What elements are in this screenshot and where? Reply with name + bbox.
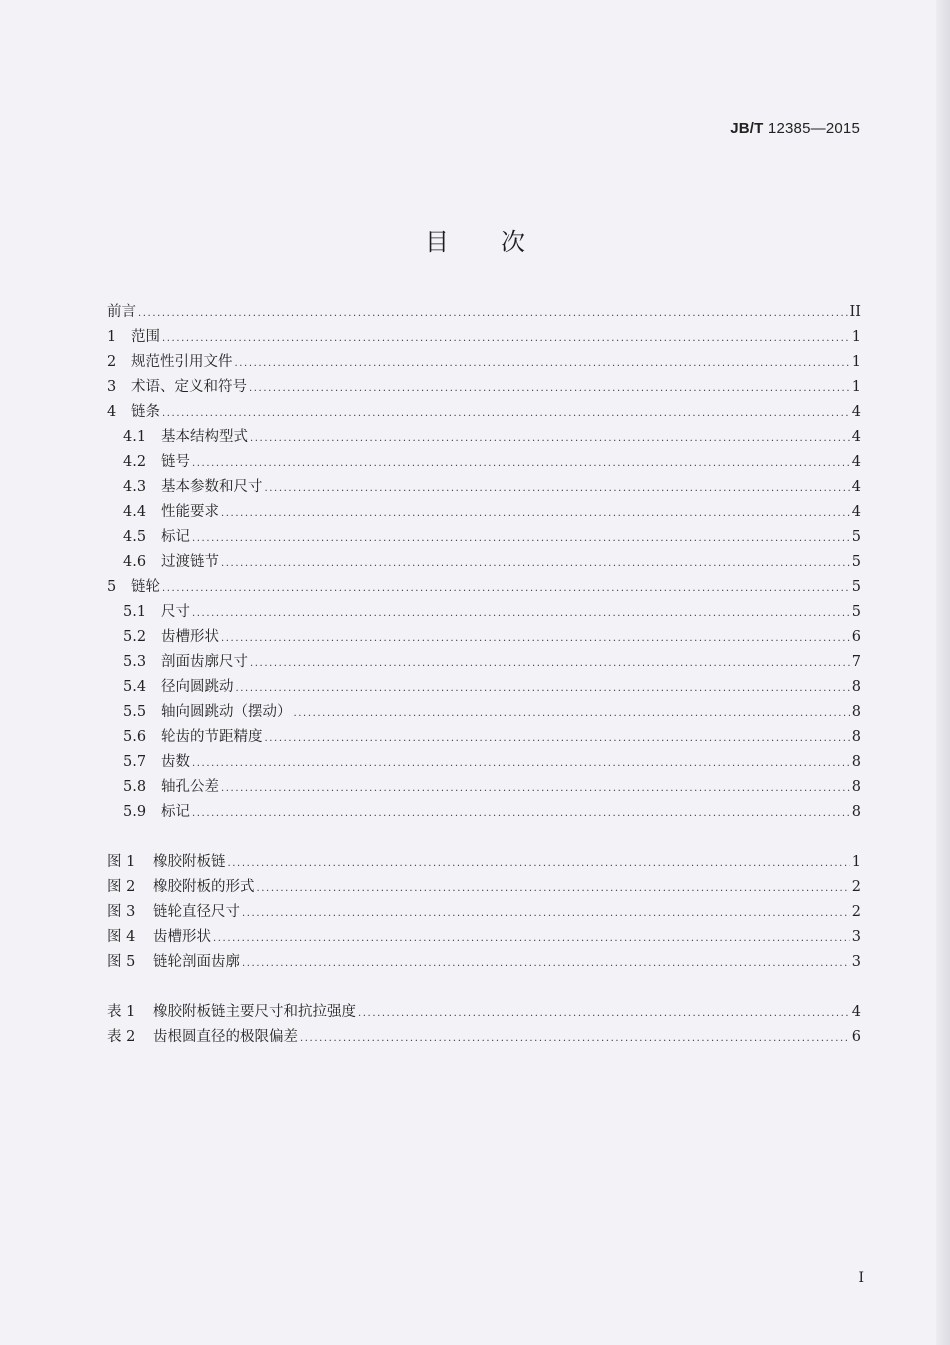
section-spacer [107,975,861,1000]
toc-entry-number: 图 3 [107,904,136,920]
toc-entry-page: 1 [851,379,861,395]
toc-entry-label: 术语、定义和符号 [131,379,247,395]
toc-entry-page: 8 [851,679,861,695]
toc-entry-number: 4.2 [123,454,147,470]
toc-entry-page: 3 [851,929,861,945]
toc-entry-label: 规范性引用文件 [131,354,233,370]
toc-entry[interactable] [107,475,861,500]
toc-entry-number: 1 [107,329,117,345]
dot-leader [192,526,850,551]
toc-entry-page: 7 [851,654,861,670]
toc-entry-label: 链号 [161,454,190,470]
toc-title: 目次 [425,228,577,256]
toc-entry-label: 范围 [131,329,160,345]
toc-entry-page: 1 [851,329,861,345]
toc-entry[interactable] [107,450,861,475]
dot-leader [242,901,850,926]
toc-entry[interactable] [107,325,861,350]
toc-entry-number: 5.4 [123,679,147,695]
toc-entry-page: 5 [851,579,861,595]
toc-entry-number: 表 1 [107,1004,136,1020]
dot-leader [236,676,850,701]
toc-entry-label: 齿槽形状 [161,629,219,645]
toc-entry-page: 5 [851,604,861,620]
dot-leader [221,776,850,801]
dot-leader [265,476,850,501]
toc-entry[interactable] [107,925,861,950]
toc-entry-label: 齿槽形状 [153,929,211,945]
toc-entry[interactable] [107,400,861,425]
toc-entry-page: 1 [851,354,861,370]
toc-entry-number: 4.5 [123,529,147,545]
toc-entry-page: 1 [851,854,861,870]
toc-entry-label: 剖面齿廓尺寸 [161,654,248,670]
doc-code-number: 12385—2015 [763,120,860,137]
dot-leader [162,576,850,601]
toc-entry[interactable] [107,350,861,375]
dot-leader [221,551,850,576]
toc-entry-label: 齿根圆直径的极限偏差 [153,1029,298,1045]
toc-entry[interactable] [107,875,861,900]
toc-entry[interactable] [107,425,861,450]
dot-leader [221,626,850,651]
toc-entry-page: 5 [851,529,861,545]
toc-entry-number: 3 [107,379,117,395]
dot-leader [235,351,850,376]
dot-leader [294,701,850,726]
toc-entry-number: 5.9 [123,804,147,820]
toc-entry[interactable] [107,750,861,775]
toc-entry-page: 3 [851,954,861,970]
toc-entry[interactable] [107,300,861,325]
toc-entry[interactable] [107,575,861,600]
toc-entry-number: 2 [107,354,117,370]
toc-entry-page: 6 [851,629,861,645]
toc-entry-number: 4.4 [123,504,147,520]
section-spacer [107,825,861,850]
dot-leader [192,451,850,476]
document-code [730,120,860,137]
toc-entry-label: 链轮 [131,579,160,595]
table-of-contents [107,300,861,1050]
toc-entry-page: 8 [851,729,861,745]
toc-entry[interactable] [107,600,861,625]
toc-entry-page: 8 [851,779,861,795]
toc-entry-page: 4 [851,429,861,445]
toc-entry-label: 过渡链节 [161,554,219,570]
toc-entry[interactable] [107,1025,861,1050]
dot-leader [265,726,850,751]
toc-entry-label: 标记 [161,529,190,545]
toc-entry[interactable] [107,500,861,525]
dot-leader [221,501,850,526]
toc-entry[interactable] [107,550,861,575]
toc-entry-number: 5.3 [123,654,147,670]
toc-entry[interactable] [107,525,861,550]
toc-entry-number: 5 [107,579,117,595]
toc-entry[interactable] [107,675,861,700]
toc-entry[interactable] [107,950,861,975]
toc-entry-label: 链条 [131,404,160,420]
toc-entry-page: 5 [851,554,861,570]
toc-entry-page: 2 [851,879,861,895]
toc-entry-page: 8 [851,754,861,770]
toc-entry[interactable] [107,775,861,800]
dot-leader [192,751,850,776]
toc-entry[interactable] [107,1000,861,1025]
dot-leader [138,301,848,326]
toc-entry-number: 5.7 [123,754,147,770]
toc-entry[interactable] [107,850,861,875]
toc-entry-number: 图 1 [107,854,136,870]
toc-entry-label: 径向圆跳动 [161,679,234,695]
toc-entry-number: 表 2 [107,1029,136,1045]
dot-leader [300,1026,850,1051]
doc-code-prefix: JB/T [730,120,764,137]
toc-entry[interactable] [107,800,861,825]
page-edge [936,0,950,1345]
toc-entry[interactable] [107,375,861,400]
toc-entry-number: 5.1 [123,604,147,620]
toc-entry-page: 4 [851,1004,861,1020]
dot-leader [192,601,850,626]
toc-entry-page: 8 [851,804,861,820]
toc-entry-number: 图 5 [107,954,136,970]
toc-entry-number: 图 2 [107,879,136,895]
dot-leader [162,326,850,351]
toc-entry-label: 性能要求 [161,504,219,520]
toc-entry-label: 轮齿的节距精度 [161,729,263,745]
toc-entry-page: 4 [851,454,861,470]
dot-leader [250,651,850,676]
dot-leader [257,876,850,901]
toc-entry-number: 5.2 [123,629,147,645]
toc-entry-page: 4 [851,479,861,495]
toc-entry[interactable] [107,625,861,650]
toc-entry-page: 8 [851,704,861,720]
dot-leader [228,851,850,876]
toc-entry-number: 4.6 [123,554,147,570]
toc-entry-page: 4 [851,504,861,520]
toc-entry-number: 图 4 [107,929,136,945]
toc-entry-label: 轴孔公差 [161,779,219,795]
page-number: I [858,1270,864,1286]
toc-entry-label: 轴向圆跳动（摆动） [161,704,292,720]
toc-entry-label: 链轮剖面齿廓 [153,954,240,970]
toc-entry-page: 6 [851,1029,861,1045]
toc-entry-page: 4 [851,404,861,420]
toc-entry[interactable] [107,650,861,675]
toc-entry-number: 5.8 [123,779,147,795]
dot-leader [192,801,850,826]
toc-entry-page: II [849,304,861,320]
dot-leader [358,1001,850,1026]
toc-entry-label: 基本结构型式 [161,429,248,445]
dot-leader [162,401,850,426]
toc-entry-number: 4.1 [123,429,147,445]
toc-entry-label: 齿数 [161,754,190,770]
toc-entry[interactable] [107,725,861,750]
dot-leader [249,376,850,401]
toc-entry-label: 尺寸 [161,604,190,620]
toc-entry[interactable] [107,900,861,925]
toc-entry-label: 基本参数和尺寸 [161,479,263,495]
toc-entry-number: 5.6 [123,729,147,745]
toc-entry[interactable] [107,700,861,725]
toc-entry-label: 链轮直径尺寸 [153,904,240,920]
dot-leader [250,426,850,451]
toc-entry-label: 标记 [161,804,190,820]
toc-entry-number: 4.3 [123,479,147,495]
dot-leader [242,951,850,976]
toc-entry-page: 2 [851,904,861,920]
toc-entry-label: 橡胶附板的形式 [153,879,255,895]
toc-entry-label: 橡胶附板链 [153,854,226,870]
toc-entry-label: 前言 [107,304,136,320]
toc-entry-number: 4 [107,404,117,420]
toc-entry-number: 5.5 [123,704,147,720]
toc-entry-label: 橡胶附板链主要尺寸和抗拉强度 [153,1004,356,1020]
dot-leader [213,926,850,951]
